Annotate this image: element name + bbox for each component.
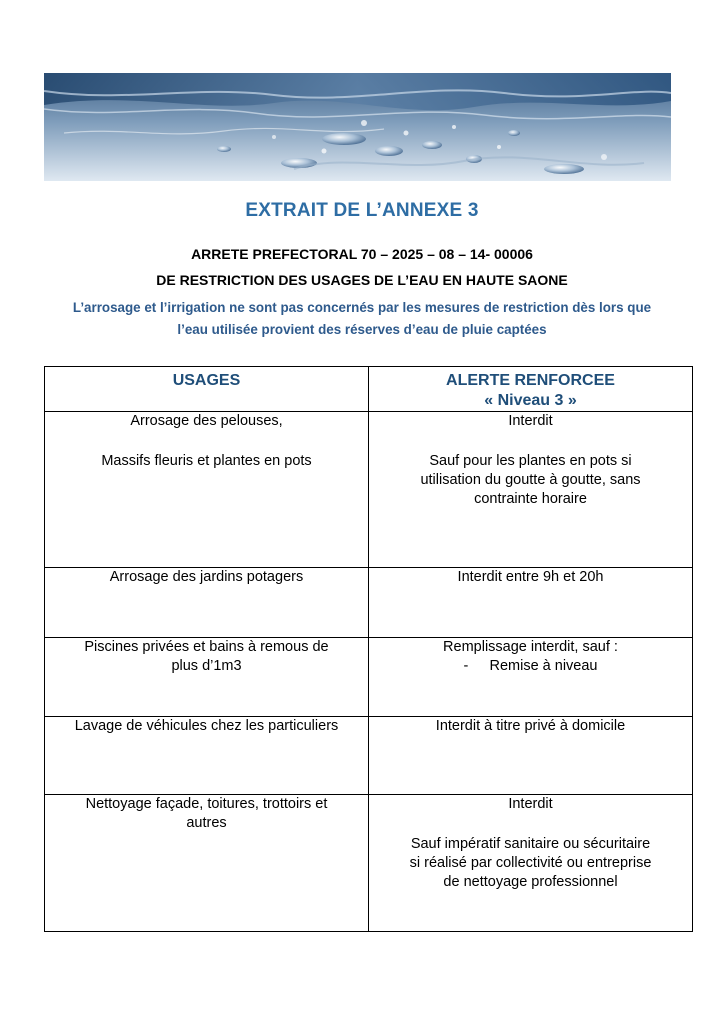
rule-text: de nettoyage professionnel bbox=[443, 874, 618, 890]
usage-text: Lavage de véhicules chez les particuliers bbox=[74, 718, 339, 734]
table-row bbox=[45, 568, 693, 638]
alert-header-label: ALERTE RENFORCEE bbox=[446, 372, 615, 389]
table-row bbox=[45, 717, 693, 795]
rule-cell bbox=[369, 568, 693, 638]
usage-cell bbox=[45, 717, 369, 795]
usage-text: Arrosage des pelouses, bbox=[130, 413, 283, 429]
usage-cell bbox=[45, 568, 369, 638]
rule-bullet-text: Remise à niveau bbox=[489, 658, 598, 674]
table-row bbox=[45, 638, 693, 717]
rule-cell bbox=[369, 717, 693, 795]
usage-cell bbox=[45, 795, 369, 932]
rule-text: Remplissage interdit, sauf : bbox=[443, 639, 618, 655]
usage-text: Piscines privées et bains à remous de bbox=[84, 639, 329, 655]
note-line-1: L’arrosage et l’irrigation ne sont pas concernés par les mesures de restriction dès lors que bbox=[72, 300, 652, 315]
rule-cell bbox=[369, 638, 693, 717]
table-header-row bbox=[45, 367, 693, 412]
rule-text: Sauf impératif sanitaire ou sécuritaire bbox=[410, 836, 651, 852]
usages-header-label: USAGES bbox=[172, 372, 241, 389]
column-header-alert bbox=[369, 367, 693, 412]
usage-text: Arrosage des jardins potagers bbox=[109, 569, 304, 585]
rule-text: Interdit bbox=[508, 796, 553, 812]
rule-text: si réalisé par collectivité ou entreprise bbox=[409, 855, 652, 871]
usage-text: autres bbox=[186, 815, 227, 831]
alert-level-label: « Niveau 3 » bbox=[484, 392, 577, 409]
rainwater-exemption-note bbox=[30, 297, 694, 341]
rule-text: Interdit à titre privé à domicile bbox=[435, 718, 626, 734]
usage-cell bbox=[45, 412, 369, 568]
rule-text: Interdit bbox=[508, 413, 553, 429]
column-header-usages bbox=[45, 367, 369, 412]
water-splash-icon bbox=[44, 73, 671, 181]
annex-title: EXTRAIT DE L’ANNEXE 3 bbox=[245, 200, 479, 221]
usage-text: Nettoyage façade, toitures, trottoirs et bbox=[85, 796, 328, 812]
restrictions-table bbox=[44, 366, 693, 932]
usage-text: plus d’1m3 bbox=[171, 658, 242, 674]
decree-reference: ARRETE PREFECTORAL 70 – 2025 – 08 – 14- 00006 bbox=[191, 246, 533, 262]
rule-text: contrainte horaire bbox=[474, 491, 587, 507]
decree-subject: DE RESTRICTION DES USAGES DE L’EAU EN HAUTE SAONE bbox=[156, 272, 568, 288]
rule-text: Interdit entre 9h et 20h bbox=[457, 569, 604, 585]
rule-bullet-item bbox=[375, 657, 686, 676]
table-row bbox=[45, 412, 693, 568]
usage-cell bbox=[45, 638, 369, 717]
rule-text: Sauf pour les plantes en pots si bbox=[429, 453, 632, 469]
rule-cell bbox=[369, 412, 693, 568]
bullet-dash: - bbox=[463, 658, 469, 674]
rule-text: utilisation du goutte à goutte, sans bbox=[420, 472, 641, 488]
rule-cell bbox=[369, 795, 693, 932]
usage-text: Massifs fleuris et plantes en pots bbox=[101, 453, 312, 469]
water-splash-banner bbox=[44, 73, 671, 181]
note-line-2: l’eau utilisée provient des réserves d’eau de pluie captées bbox=[177, 322, 547, 337]
table-row bbox=[45, 795, 693, 932]
